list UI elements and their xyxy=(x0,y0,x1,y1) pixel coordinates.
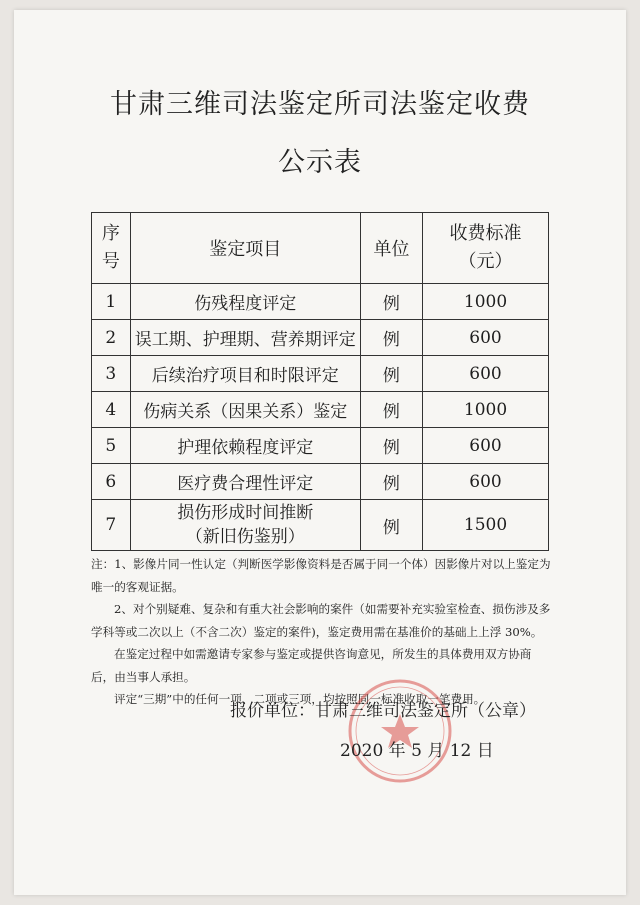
table-row xyxy=(92,500,549,551)
note-1: 注：1、影像片同一性认定（判断医学影像资料是否属于同一个体）因影像片对以上鉴定为唯一的客观证据。 xyxy=(91,557,551,594)
row-unit: 例 xyxy=(360,428,422,464)
fee-table xyxy=(91,212,549,551)
row-item-line1: 损伤形成时间推断 xyxy=(177,503,314,523)
row-item: 后续治疗项目和时限评定 xyxy=(130,356,360,392)
document-date: 2020 年 5 月 12 日 xyxy=(340,741,494,761)
row-item-line2: （新旧伤鉴别） xyxy=(185,527,305,547)
row-fee: 1500 xyxy=(423,500,549,551)
row-unit: 例 xyxy=(360,500,422,551)
row-fee: 1000 xyxy=(423,284,549,320)
row-unit: 例 xyxy=(360,464,422,500)
table-row xyxy=(92,464,549,500)
header-index-top: 序 xyxy=(101,223,120,244)
header-fee-bottom: （元） xyxy=(458,251,513,272)
row-unit: 例 xyxy=(360,392,422,428)
row-fee: 600 xyxy=(423,464,549,500)
row-fee: 1000 xyxy=(423,392,549,428)
row-number: 4 xyxy=(92,392,131,428)
table-row xyxy=(92,392,549,428)
row-number: 6 xyxy=(92,464,131,500)
header-index-bottom: 号 xyxy=(101,251,120,272)
row-unit: 例 xyxy=(360,320,422,356)
signer-line: 报价单位：甘肃三维司法鉴定所（公章） xyxy=(230,701,536,721)
table-row xyxy=(92,356,549,392)
row-number: 2 xyxy=(92,320,131,356)
table-row xyxy=(92,320,549,356)
document-title-line2: 公示表 xyxy=(278,147,362,178)
header-fee-top: 收费标准 xyxy=(449,223,522,244)
row-item: 伤残程度评定 xyxy=(130,284,360,320)
row-number: 7 xyxy=(92,500,131,551)
header-item: 鉴定项目 xyxy=(130,213,360,284)
notes-section xyxy=(91,553,551,711)
row-number: 1 xyxy=(92,284,131,320)
row-fee: 600 xyxy=(423,428,549,464)
table-row xyxy=(92,428,549,464)
document-title-line1: 甘肃三维司法鉴定所司法鉴定收费 xyxy=(110,89,530,120)
row-item: 护理依赖程度评定 xyxy=(130,428,360,464)
row-item: 医疗费合理性评定 xyxy=(130,464,360,500)
row-fee: 600 xyxy=(423,320,549,356)
table-row xyxy=(92,284,549,320)
row-number: 3 xyxy=(92,356,131,392)
row-fee: 600 xyxy=(423,356,549,392)
note-2: 2、对个别疑难、复杂和有重大社会影响的案件（如需要补充实验室检查、损伤涉及多学科等或二次以上（不含二次）鉴定的案件)，鉴定费用需在基准价的基础上上浮 30%。 xyxy=(91,602,551,639)
note-3: 在鉴定过程中如需邀请专家参与鉴定或提供咨询意见，所发生的具体费用双方协商后，由当事人承担。 xyxy=(91,647,532,684)
header-fee xyxy=(423,213,549,284)
note-4: 评定“三期”中的任何一项、二项或三项，均按照同一标准收取一笔费用。 xyxy=(114,692,486,706)
fee-table-header xyxy=(92,213,549,284)
row-unit: 例 xyxy=(360,356,422,392)
row-item: 伤病关系（因果关系）鉴定 xyxy=(130,392,360,428)
row-item xyxy=(130,500,360,551)
header-index xyxy=(92,213,131,284)
row-item: 误工期、护理期、营养期评定 xyxy=(130,320,360,356)
official-seal-icon xyxy=(345,676,455,786)
row-number: 5 xyxy=(92,428,131,464)
header-unit: 单位 xyxy=(360,213,422,284)
row-unit: 例 xyxy=(360,284,422,320)
